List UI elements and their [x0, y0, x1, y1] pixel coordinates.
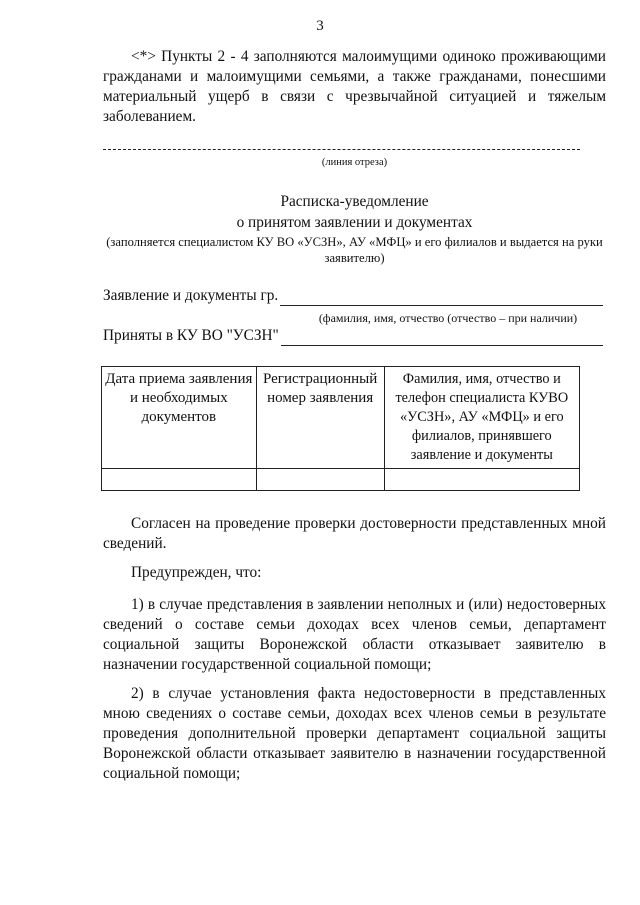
warned-paragraph: Предупрежден, что: — [131, 564, 262, 581]
page-number: 3 — [316, 18, 324, 34]
applicant-label: Заявление и документы гр. — [103, 287, 279, 304]
accepted-row — [103, 326, 606, 346]
table-row — [102, 469, 580, 491]
cut-line-caption: (линия отреза) — [321, 157, 388, 168]
applicant-caption: (фамилия, имя, отчество (отчество – при наличии) — [318, 311, 578, 325]
receipt-subtitle: о принятом заявлении и документах — [236, 214, 473, 231]
warning-item-1: 1) в случае представления в заявлении неполных и (или) недостоверных сведений о составе семьи доходах всех членов семьи, департамент социальной защиты Воронежской области отказывает заявителю в назначении государственной социальной помощи; — [103, 596, 606, 673]
receipt-table — [101, 366, 580, 491]
cell-specialist[interactable] — [384, 469, 579, 491]
cell-date[interactable] — [102, 469, 257, 491]
cut-line — [103, 149, 580, 150]
receipt-note: (заполняется специалистом КУ ВО «УСЗН», АУ «МФЦ» и его филиалов и выдается на руки заявителю) — [106, 235, 603, 265]
applicant-row — [103, 286, 606, 306]
accepted-label: Приняты в КУ ВО "УСЗН" — [103, 327, 279, 344]
header-reg-number: Регистрационный номер заявления — [256, 367, 384, 469]
accepted-blank[interactable] — [281, 331, 603, 346]
applicant-name-blank[interactable] — [280, 291, 603, 306]
table-header-row — [102, 367, 580, 469]
cell-reg-number[interactable] — [256, 469, 384, 491]
footnote-paragraph: <*> Пункты 2 - 4 заполняются малоимущими одиноко проживающими гражданами и малоимущими семьями, а также гражданами, понесшими материальный ущерб в связи с чрезвычайной ситуацией и тяжелым заболеванием. — [103, 48, 606, 125]
header-date: Дата приема заявления и необходимых документов — [102, 367, 257, 469]
header-specialist: Фамилия, имя, отчество и телефон специалиста КУВО «УСЗН», АУ «МФЦ» и его филиалов, принявшего заявление и документы — [384, 367, 579, 469]
consent-paragraph: Согласен на проведение проверки достоверности представленных мной сведений. — [103, 515, 606, 552]
warning-item-2: 2) в случае установления факта недостоверности в представленных мною сведениях о составе семьи, доходах всех членов семьи в результате проведения дополнительной проверки департамент социальной защиты Воронежской области отказывает заявителю в назначении государственной социальной помощи; — [103, 685, 606, 782]
receipt-title: Расписка-уведомление — [280, 193, 429, 210]
